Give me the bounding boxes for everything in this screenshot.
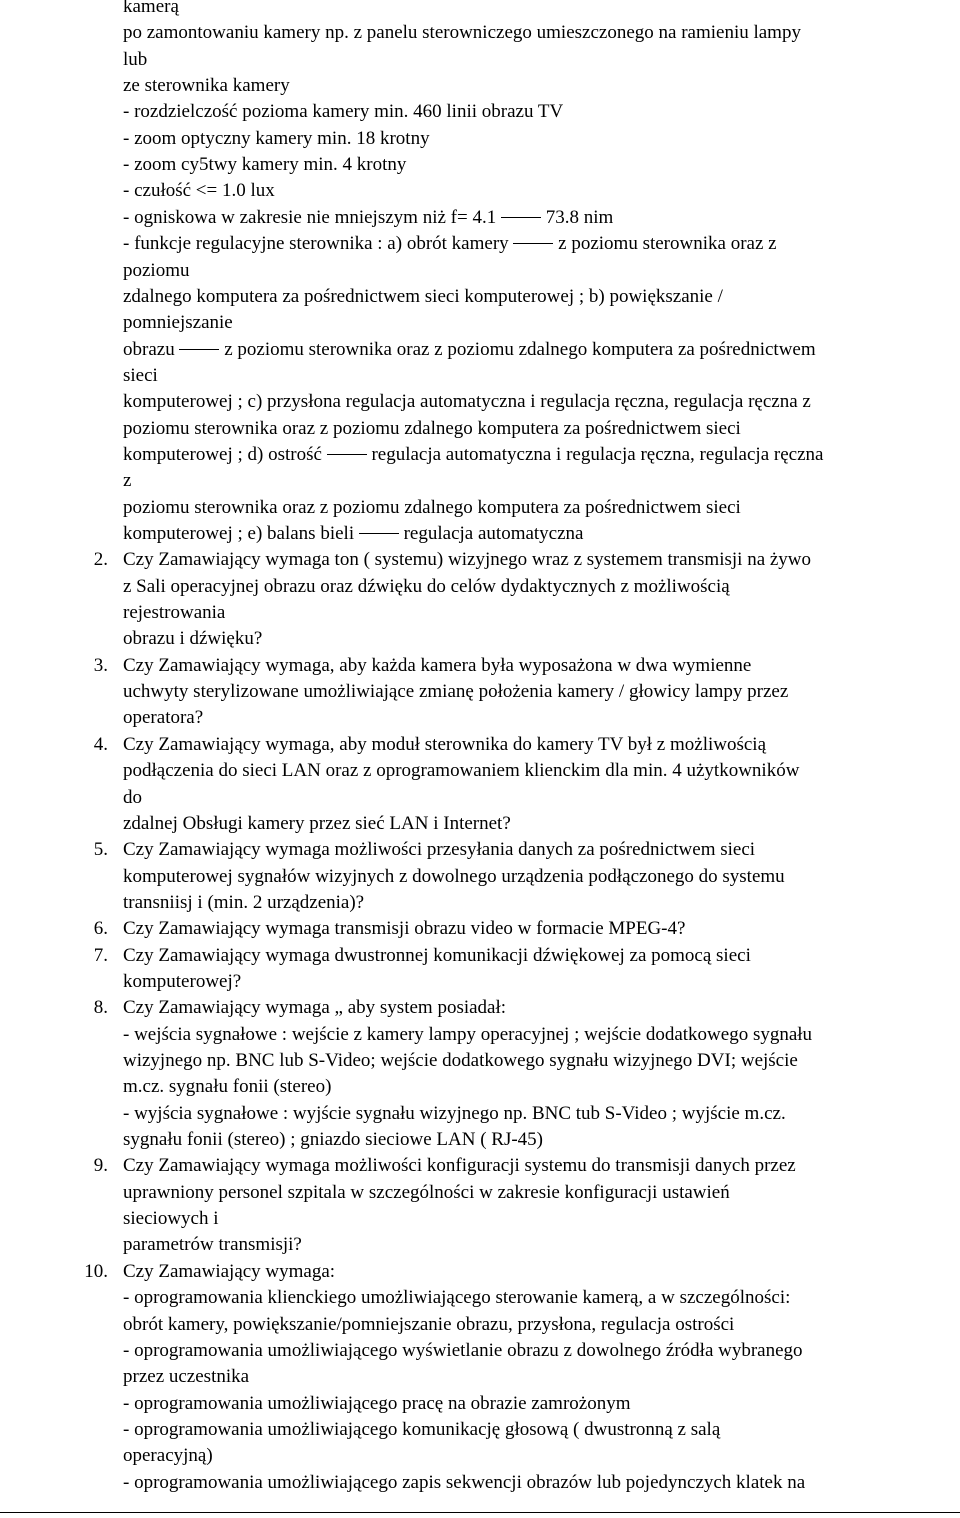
text-line: - czułość <= 1.0 lux — [123, 180, 275, 201]
text-segment: z poziomu sterownika oraz z poziomu zdalnego komputera za pośrednictwem — [219, 339, 816, 360]
text-line: kamerą — [123, 0, 179, 17]
text-line: poziomu sterownika oraz z poziomu zdalnego komputera za pośrednictwem sieci — [123, 418, 741, 439]
list-item-number: 5. — [93, 839, 108, 860]
text-line: - zoom optyczny kamery min. 18 krotny — [123, 128, 430, 149]
text-segment: z poziomu sterownika oraz z — [553, 233, 777, 254]
text-line: ze sterownika kamery — [123, 75, 290, 96]
text-line: - zoom cy5twy kamery min. 4 krotny — [123, 154, 407, 175]
text-line: po zamontowaniu kamery np. z panelu sterowniczego umieszczonego na ramieniu lampy — [123, 22, 801, 43]
list-item-text: Czy Zamawiający wymaga możliwości przesyłania danych za pośrednictwem sieci — [123, 839, 756, 860]
text-line: rejestrowania — [123, 602, 226, 623]
text-line-with-dash — [123, 231, 777, 257]
list-item-number: 6. — [93, 918, 108, 939]
text-line: lub — [123, 49, 148, 70]
text-line: komputerowej ; c) przysłona regulacja automatyczna i regulacja ręczna, regulacja ręczna z — [123, 391, 811, 412]
list-item-number: 2. — [93, 549, 108, 570]
em-dash-rule — [327, 454, 367, 455]
list-item-text: Czy Zamawiający wymaga transmisji obrazu video w formacie MPEG-4? — [123, 918, 686, 939]
text-line: sygnału fonii (stereo) ; gniazdo sieciowe LAN ( RJ-45) — [123, 1129, 544, 1150]
list-item-number: 4. — [93, 734, 108, 755]
text-line-with-dash — [123, 337, 816, 363]
text-line: obrót kamery, powiększanie/pomniejszanie obrazu, przysłona, regulacja ostrości — [123, 1314, 735, 1335]
list-item-text: Czy Zamawiający wymaga „ aby system posiadał: — [123, 997, 507, 1018]
text-line: z — [123, 470, 132, 491]
text-segment: - funkcje regulacyjne sterownika : a) obrót kamery — [123, 233, 514, 254]
text-line: do — [123, 787, 142, 808]
list-item-text: Czy Zamawiający wymaga dwustronnej komunikacji dźwiękowej za pomocą sieci — [123, 945, 751, 966]
text-line: - oprogramowania umożliwiającego pracę na obrazie zamrożonym — [123, 1393, 631, 1414]
list-item-text: Czy Zamawiający wymaga, aby moduł sterownika do kamery TV był z możliwością — [123, 734, 767, 755]
text-line: m.cz. sygnału fonii (stereo) — [123, 1076, 332, 1097]
text-line: komputerowej sygnałów wizyjnych z dowolnego urządzenia podłączonego do systemu — [123, 866, 785, 887]
text-line: uchwyty sterylizowane umożliwiające zmianę położenia kamery / głowicy lampy przez — [123, 681, 789, 702]
text-line: komputerowej? — [123, 971, 242, 992]
text-line: - oprogramowania klienckiego umożliwiającego sterowanie kamerą, a w szczególności: — [123, 1287, 791, 1308]
text-line: transniisj i (min. 2 urządzenia)? — [123, 892, 365, 913]
text-segment: obrazu — [123, 339, 180, 360]
text-segment: komputerowej ; e) balans bieli — [123, 523, 359, 544]
text-line: przez uczestnika — [123, 1366, 250, 1387]
list-item-number: 7. — [93, 945, 108, 966]
text-line: poziomu — [123, 260, 190, 281]
text-line-with-dash — [123, 205, 613, 231]
em-dash-rule — [359, 533, 399, 534]
text-segment: 73.8 nim — [540, 207, 614, 228]
text-line: - oprogramowania umożliwiającego wyświetlanie obrazu z dowolnego źródła wybranego — [123, 1340, 803, 1361]
list-item-text: Czy Zamawiający wymaga: — [123, 1261, 336, 1282]
text-line: sieciowych i — [123, 1208, 219, 1229]
text-line: operatora? — [123, 707, 204, 728]
text-segment: komputerowej ; d) ostrość — [123, 444, 327, 465]
text-segment: - ogniskowa w zakresie nie mniejszym niż f= 4.1 — [123, 207, 501, 228]
text-segment: regulacja automatyczna — [398, 523, 584, 544]
text-line: wizyjnego np. BNC lub S-Video; wejście dodatkowego sygnału wizyjnego DVI; wejście — [123, 1050, 798, 1071]
list-item-number: 8. — [93, 997, 108, 1018]
text-line-with-dash — [123, 442, 823, 468]
text-line: zdalnego komputera za pośrednictwem sieci komputerowej ; b) powiększanie / — [123, 286, 723, 307]
text-line: z Sali operacyjnej obrazu oraz dźwięku do celów dydaktycznych z możliwością — [123, 576, 730, 597]
list-item-number: 9. — [93, 1155, 108, 1176]
text-line: operacyjną) — [123, 1445, 213, 1466]
text-line: - wejścia sygnałowe : wejście z kamery lampy operacyjnej ; wejście dodatkowego sygnału — [123, 1024, 813, 1045]
text-line: - oprogramowania umożliwiającego komunikację głosową ( dwustronną z salą — [123, 1419, 721, 1440]
list-item-text: Czy Zamawiający wymaga, aby każda kamera była wyposażona w dwa wymienne — [123, 655, 752, 676]
em-dash-rule — [179, 349, 219, 350]
text-line-with-dash — [123, 521, 583, 547]
text-line: - wyjścia sygnałowe : wyjście sygnału wizyjnego np. BNC tub S-Video ; wyjście m.cz. — [123, 1103, 786, 1124]
list-item-text: Czy Zamawiający wymaga możliwości konfiguracji systemu do transmisji danych przez — [123, 1155, 796, 1176]
text-line: poziomu sterownika oraz z poziomu zdalnego komputera za pośrednictwem sieci — [123, 497, 741, 518]
text-line: sieci — [123, 365, 158, 386]
list-item-number: 3. — [93, 655, 108, 676]
text-line: - rozdzielczość pozioma kamery min. 460 linii obrazu TV — [123, 101, 564, 122]
text-line: zdalnej Obsługi kamery przez sieć LAN i Internet? — [123, 813, 511, 834]
text-line: parametrów transmisji? — [123, 1234, 302, 1255]
text-line: podłączenia do sieci LAN oraz z oprogramowaniem klienckim dla min. 4 użytkowników — [123, 760, 800, 781]
text-line: uprawniony personel szpitala w szczególności w zakresie konfiguracji ustawień — [123, 1182, 730, 1203]
list-item-number: 10. — [84, 1261, 108, 1282]
text-segment: regulacja automatyczna i regulacja ręczna, regulacja ręczna — [366, 444, 824, 465]
em-dash-rule — [513, 243, 553, 244]
list-item-text: Czy Zamawiający wymaga ton ( systemu) wizyjnego wraz z systemem transmisji na żywo — [123, 549, 812, 570]
em-dash-rule — [501, 217, 541, 218]
text-line: obrazu i dźwięku? — [123, 628, 263, 649]
text-line: - oprogramowania umożliwiającego zapis sekwencji obrazów lub pojedynczych klatek na — [123, 1472, 806, 1493]
text-line: pomniejszanie — [123, 312, 233, 333]
page-bottom-rule — [0, 1512, 960, 1513]
